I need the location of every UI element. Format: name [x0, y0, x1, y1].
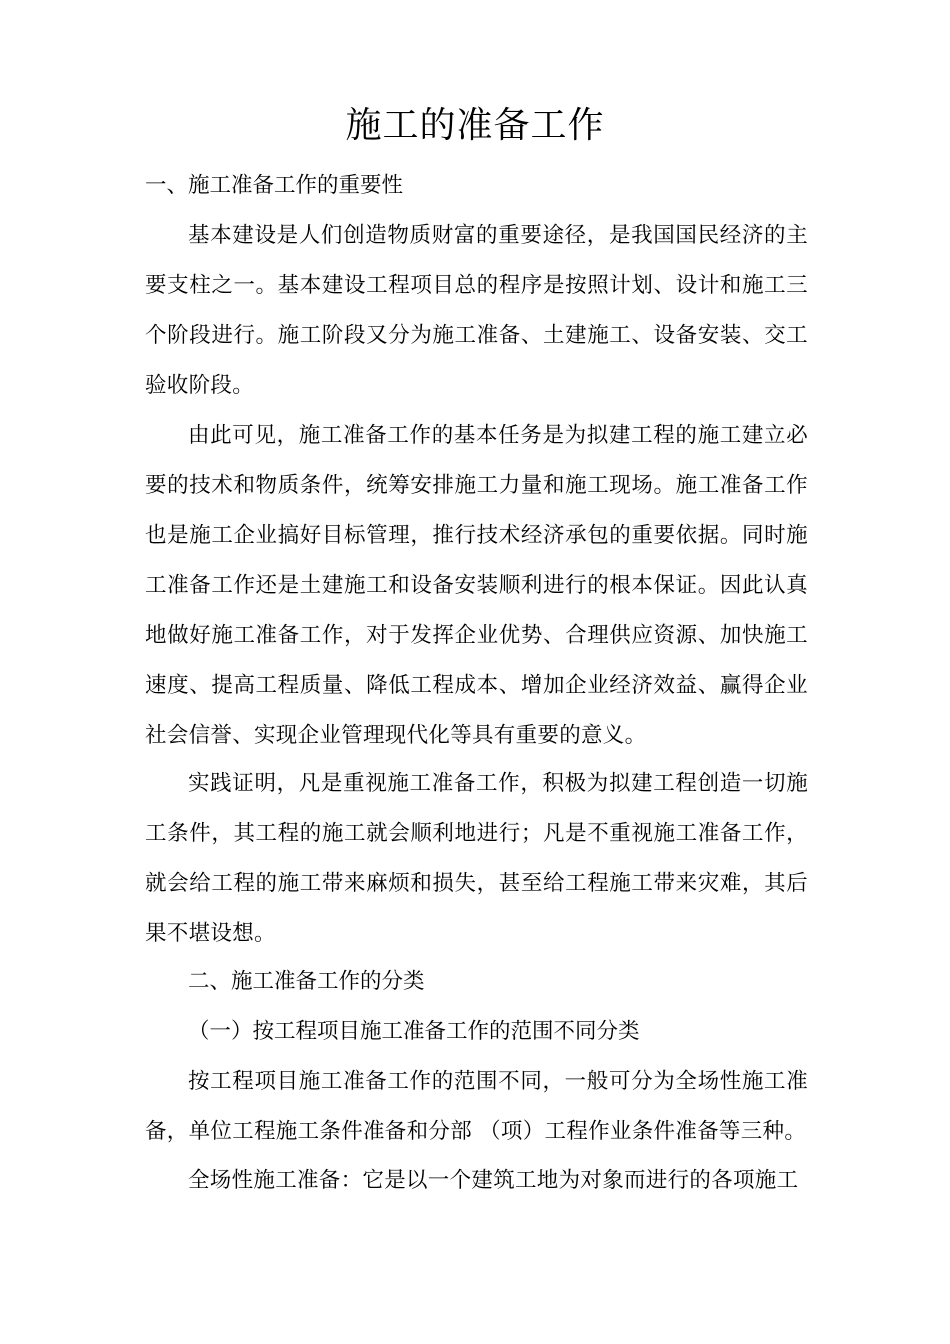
paragraph-basic-construction: 基本建设是人们创造物质财富的重要途径，是我国国民经济的主要支柱之一。基本建设工程项目总的程序是按照计划、设计和施工三个阶段进行。施工阶段又分为施工准备、土建施工、设备安装、交工验收阶段。 — [145, 223, 808, 398]
section-heading-classification: 二、施工准备工作的分类 — [188, 969, 425, 994]
paragraph-scope-classification: 按工程项目施工准备工作的范围不同，一般可分为全场性施工准备，单位工程施工条件准备和分部 （项）工程作业条件准备等三种。 — [145, 1069, 808, 1144]
document-title: 施工的准备工作 — [345, 105, 605, 146]
section-heading-importance: 一、施工准备工作的重要性 — [145, 173, 404, 198]
paragraph-practice-proves: 实践证明，凡是重视施工准备工作，积极为拟建工程创造一切施工条件，其工程的施工就会顺利地进行；凡是不重视施工准备工作，就会给工程的施工带来麻烦和损失，甚至给工程施工带来灾难，其后果不堪设想。 — [145, 771, 808, 946]
subsection-heading-by-scope: （一）按工程项目施工准备工作的范围不同分类 — [188, 1019, 640, 1044]
paragraph-basic-tasks: 由此可见，施工准备工作的基本任务是为拟建工程的施工建立必要的技术和物质条件，统筹安排施工力量和施工现场。施工准备工作也是施工企业搞好目标管理，推行技术经济承包的重要依据。同时施工准备工作还是土建施工和设备安装顺利进行的根本保证。因此认真地做好施工准备工作，对于发挥企业优势、合理供应资源、加快施工速度、提高工程质量、降低工程成本、增加企业经济效益、赢得企业社会信誉、实现企业管理现代化等具有重要的意义。 — [145, 423, 808, 748]
paragraph-site-wide-preparation: 全场性施工准备：它是以一个建筑工地为对象而进行的各项施工 — [188, 1168, 799, 1193]
